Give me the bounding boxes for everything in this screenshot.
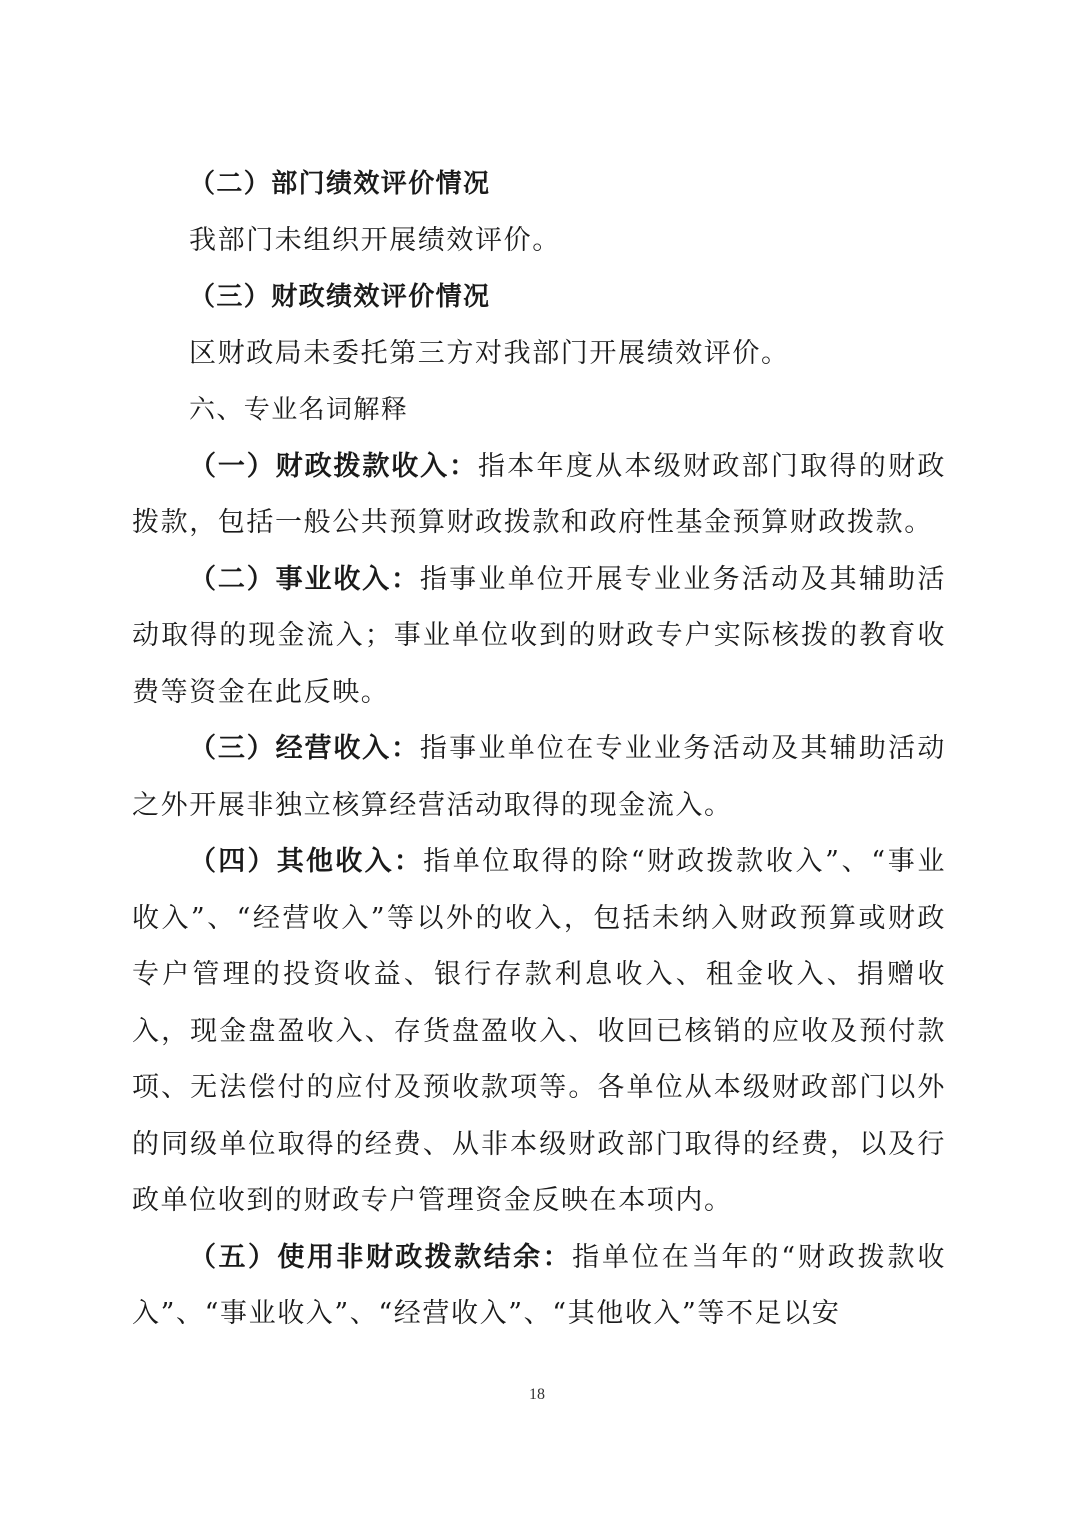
section-body-finance-evaluation: 区财政局未委托第三方对我部门开展绩效评价。 — [189, 337, 790, 369]
glossary-entry — [132, 552, 946, 722]
glossary-entry — [132, 439, 946, 552]
glossary-term: （四）其他收入： — [189, 846, 424, 877]
glossary-definition: 指单位取得的除“财政拨款收入”、“事业收入”、“经营收入”等以外的收入，包括未纳入财政预算或财政专户管理的投资收益、银行存款利息收入、租金收入、捐赠收入，现金盘盈收入、存货盘盈收入、收回已核销的应收及预付款项、无法偿付的应付及预收款项等。各单位从本级财政部门以外的同级单位取得的经费、从非本级财政部门取得的经费，以及行政单位收到的财政专户管理资金反映在本项内。 — [132, 846, 946, 1216]
page-number: 18 — [529, 1386, 545, 1403]
glossary-term: （二）事业收入： — [189, 563, 420, 595]
glossary-entry — [132, 1230, 946, 1343]
glossary-entry — [132, 834, 946, 1230]
glossary-definition: 指事业单位开展专业业务活动及其辅助活动取得的现金流入；事业单位收到的财政专户实际核拨的教育收费等资金在此反映。 — [132, 563, 946, 708]
glossary-definition: 指事业单位在专业业务活动及其辅助活动之外开展非独立核算经营活动取得的现金流入。 — [132, 733, 946, 821]
section-heading-glossary: 六、专业名词解释 — [189, 395, 409, 425]
section-body-department-evaluation: 我部门未组织开展绩效评价。 — [189, 224, 561, 256]
glossary-term: （五）使用非财政拨款结余： — [189, 1241, 573, 1273]
section-heading-department-evaluation: （二）部门绩效评价情况 — [189, 169, 491, 199]
section-heading-finance-evaluation: （三）财政绩效评价情况 — [189, 282, 491, 312]
glossary-definition: 指本年度从本级财政部门取得的财政拨款，包括一般公共预算财政拨款和政府性基金预算财政拨款。 — [132, 450, 947, 538]
glossary-definition: 指单位在当年的“财政拨款收入”、“事业收入”、“经营收入”、“其他收入”等不足以安 — [132, 1241, 946, 1329]
glossary-term: （一）财政拨款收入： — [189, 450, 478, 482]
glossary-term: （三）经营收入： — [189, 733, 420, 764]
document-page — [132, 156, 946, 1343]
glossary-entry — [132, 721, 946, 834]
